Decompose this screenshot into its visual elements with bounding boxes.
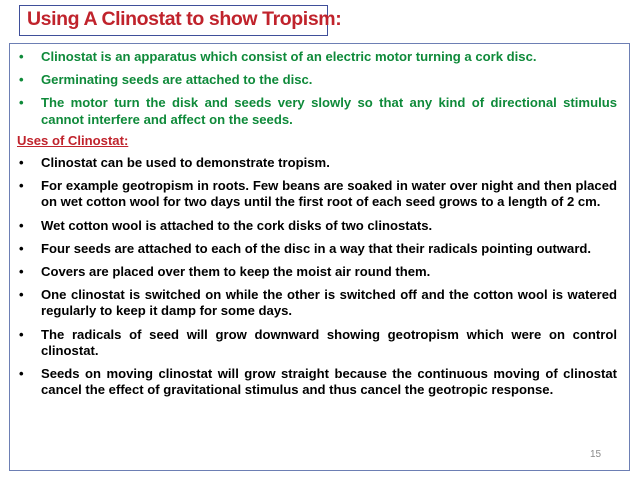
uses-item	[17, 218, 617, 234]
intro-item-text: Clinostat is an apparatus which consist of an electric motor turning a cork disc.	[41, 49, 537, 64]
uses-item-text: For example geotropism in roots. Few beans are soaked in water over night and then placed on wet cotton wool for two days until the first root of each seed grows to a length of 2 cm.	[41, 178, 617, 210]
uses-item	[17, 178, 617, 210]
uses-item-text: One clinostat is switched on while the other is switched off and the cotton wool is watered regularly to keep it damp for some days.	[41, 287, 617, 319]
uses-item-text: The radicals of seed will grow downward showing geotropism which were on control clinostat.	[41, 326, 617, 358]
bullet-icon: •	[19, 217, 24, 233]
bullet-icon: •	[19, 178, 24, 194]
bullet-icon: •	[19, 72, 24, 88]
intro-item	[17, 72, 617, 88]
uses-item-text: Wet cotton wool is attached to the cork disks of two clinostats.	[41, 217, 433, 233]
bullet-icon: •	[19, 287, 24, 303]
uses-heading: Uses of Clinostat:	[17, 132, 129, 148]
intro-item	[17, 95, 617, 127]
intro-item-text: The motor turn the disk and seeds very slowly so that any kind of directional stimulus cannot interfere and affect on the seeds.	[41, 95, 617, 127]
uses-item	[17, 264, 617, 280]
uses-item	[17, 327, 617, 359]
uses-item-text: Covers are placed over them to keep the moist air round them.	[41, 264, 431, 280]
bullet-icon: •	[19, 155, 24, 171]
bullet-icon: •	[19, 240, 24, 256]
page-number: 15	[590, 449, 602, 460]
uses-item	[17, 241, 617, 257]
slide-content	[17, 49, 617, 405]
intro-item	[17, 49, 617, 65]
bullet-icon: •	[19, 49, 24, 64]
uses-item	[17, 366, 617, 398]
uses-item	[17, 287, 617, 319]
intro-item-text: Germinating seeds are attached to the disc.	[41, 72, 313, 88]
uses-item	[17, 155, 617, 171]
uses-item-text: Seeds on moving clinostat will grow straight because the continuous moving of clinostat cancel the effect of gravitational stimulus and thus cancel the geotropic response.	[41, 366, 617, 398]
bullet-icon: •	[19, 326, 24, 342]
slide-title: Using A Clinostat to show Tropism:	[27, 8, 342, 30]
bullet-icon: •	[19, 95, 24, 111]
uses-item-text: Four seeds are attached to each of the disc in a way that their radicals pointing outward.	[41, 240, 592, 256]
bullet-icon: •	[19, 264, 24, 280]
bullet-icon: •	[19, 366, 24, 382]
uses-item-text: Clinostat can be used to demonstrate tropism.	[41, 155, 330, 171]
